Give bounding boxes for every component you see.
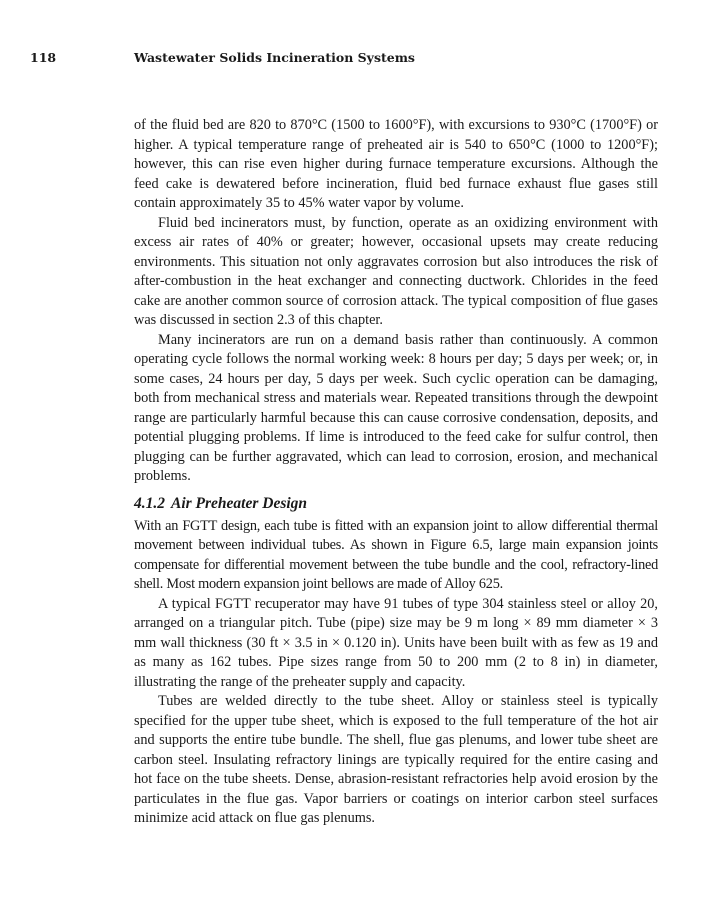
paragraph-fgtt-design: With an FGTT design, each tube is fitted with an expansion joint to allow differential thermal movement between individual tubes. As shown in Figure 6.5, large main expansion joints compensate for differential movement between the tube bundle and the cool, refractory-lined shell. Most modern expansion joint bellows are made of Alloy 625. (134, 517, 658, 592)
section-number: 4.1.2 (134, 494, 165, 512)
section-heading (134, 494, 658, 514)
paragraph-oxidizing-environment: Fluid bed incinerators must, by function, operate as an oxidizing environment with excess air rates of 40% or greater; however, occasional upsets may create reducing environments. This situation not only aggravates corrosion but also introduces the risk of after-combustion in the heat exchanger and connecting ductwork. Chlorides in the feed cake are another common source of corrosion attack. The typical composition of flue gases was discussed in section 2.3 of this chapter. (134, 214, 658, 328)
page-body (134, 116, 658, 829)
paragraph-recuperator-tubes: A typical FGTT recuperator may have 91 tubes of type 304 stainless steel or alloy 20, arranged on a triangular pitch. Tube (pipe) size may be 9 m long × 89 mm diameter × 3 mm wall thickness (30 ft × 3.5 in × 0.120 in). Units have been built with as few as 19 and as many as 162 tubes. Pipe sizes range from 50 to 200 mm (2 to 8 in) in diameter, illustrating the range of the preheater supply and capacity. (134, 595, 658, 690)
page-header (20, 50, 667, 70)
paragraph-continuation: of the fluid bed are 820 to 870°C (1500 to 1600°F), with excursions to 930°C (1700°F) or higher. A typical temperature range of preheated air is 540 to 650°C (1000 to 1200°F); however, this can rise even higher during furnace temperature excursions. Although the feed cake is dewatered before incineration, fluid bed furnace exhaust flue gases still contain approximately 35 to 45% water vapor by volume. (134, 117, 658, 211)
section-title: Air Preheater Design (171, 494, 308, 512)
paragraph-tube-sheet: Tubes are welded directly to the tube sheet. Alloy or stainless steel is typically specified for the upper tube sheet, which is exposed to the full temperature of the hot air and supports the entire tube bundle. The shell, flue gas plenums, and lower tube sheet are carbon steel. Insulating refractory linings are typically required for the entire casing and hot face on the tube sheets. Dense, abrasion-resistant refractories help avoid erosion by the particulates in the flue gas. Vapor barriers or coatings on interior carbon steel surfaces minimize acid attack on flue gas plenums. (134, 693, 658, 826)
running-title: Wastewater Solids Incineration Systems (134, 50, 415, 65)
page-number: 118 (30, 50, 57, 65)
paragraph-demand-operation: Many incinerators are run on a demand basis rather than continuously. A common operating cycle follows the normal working week: 8 hours per day; 5 days per week; or, in some cases, 24 hours per day, 5 days per week. Such cyclic operation can be damaging, both from mechanical stress and materials wear. Repeated transitions through the dewpoint range are particularly harmful because this can cause corrosive condensation, deposits, and potential plugging problems. If lime is introduced to the feed cake for sulfur control, then plugging can be further aggravated, which can lead to corrosion, erosion, and mechanical problems. (134, 331, 658, 484)
